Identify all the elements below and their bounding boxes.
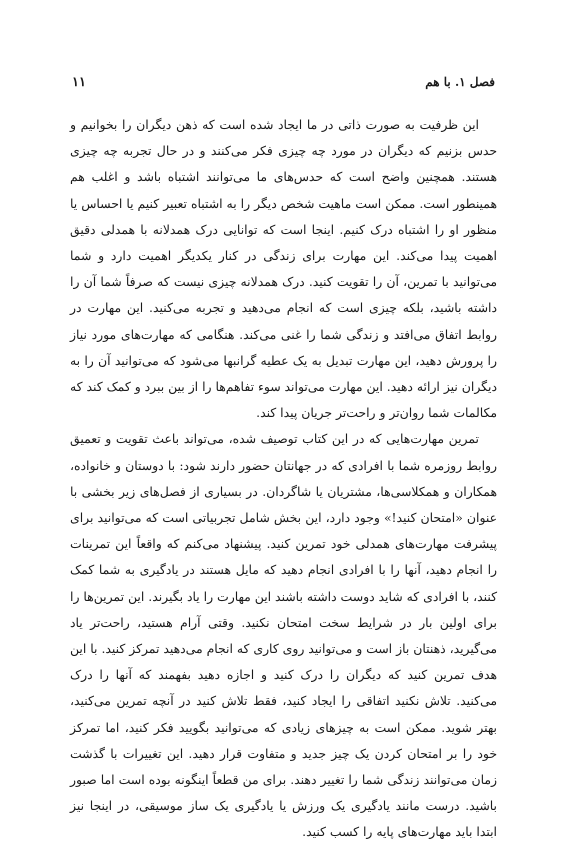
paragraph-2: تمرین مهارت‌هایی که در این کتاب توصیف شده، می‌تواند باعث تقویت و تعمیق روابط روزمره شما با افرادی که در جهانتان حضور دارند شود: با دوستان و خانواده، همکاران و همکلاسی‌ها، مشتریان یا شاگردان. در بسیاری از فصل‌های زیر بخشی با عنوان «امتحان کنید!» وجود دارد، این بخش شامل تجربیاتی است که می‌توانید برای پیشرفت مهارت‌های همدلی خود تمرین کنید. پیشنهاد می‌کنم که واقعاً این تمرینات را انجام دهید، آنها را با افرادی انجام دهید که مایل هستند در یادگیری به شما کمک کنند، با افرادی که شاید دوست داشته باشند این مهارت را یاد بگیرند. این تمرین‌ها را برای اولین بار در شرایط سخت امتحان نکنید. وقتی آرام هستید، راحت‌تر یاد می‌گیرید، ذهنتان باز است و می‌توانید روی کاری که انجام می‌دهید تمرکز کنید. با این هدف تمرین کنید که دیگران را درک کنید و اجازه دهید بفهمند که آنها را درک می‌کنید. تلاش نکنید اتفاقی را ایجاد کنید، فقط تلاش کنید در آنچه تمرین می‌کنید، بهتر شوید. ممکن است به چیزهای زیادی که می‌توانید بگویید فکر کنید، اما تمرکز خود را بر امتحان کردن یک چیز جدید و متفاوت قرار دهید. این تغییرات با گذشت زمان می‌توانند زندگی شما را تغییر دهند. برای من قطعاً اینگونه بوده است اما صبور باشید. درست مانند یادگیری یک ورزش یا یادگیری یک ساز موسیقی، در اینجا نیز ابتدا باید مهارت‌های پایه را کسب کنید.: [70, 431, 497, 840]
body-text: [70, 112, 497, 846]
paragraph-1: این ظرفیت به صورت ذاتی در ما ایجاد شده است که ذهن دیگران را بخوانیم و حدس بزنیم که دیگران در مورد چه چیزی فکر می‌کنند و در حال تجربه چه چیزی هستند. همچنین واضح است که حدس‌های ما می‌توانند اشتباه باشد و اغلب هم همینطور است. ممکن است ماهیت شخص دیگر را به اشتباه تعبیر کنیم یا احساس یا منظور او را اشتباه درک کنیم. اینجا است که توانایی درک همدلانه با همدلی دقیق اهمیت پیدا می‌کند. این مهارت برای زندگی در کنار یکدیگر اهمیت دارد و شما می‌توانید با تمرین، آن را تقویت کنید. درک همدلانه چیزی نیست که صرفاً شما آن را داشته باشید، بلکه چیزی است که انجام می‌دهید و تجربه می‌کنید. این مهارت در روابط اتفاق می‌افتد و زندگی شما را غنی می‌کند. هنگامی که مهارت‌های مورد نیاز را پرورش دهید، این مهارت تبدیل به یک عطیه گرانبها می‌شود که می‌توانید آن را به دیگران نیز ارائه دهید. این مهارت می‌تواند سوء تفاهم‌ها را از بین ببرد و کمک کند که مکالمات شما روان‌تر و راحت‌تر جریان پیدا کند.: [70, 117, 497, 421]
chapter-label: فصل ۱. با هم: [425, 75, 495, 89]
page-number: ۱۱: [72, 74, 86, 90]
page-header: [72, 72, 495, 92]
